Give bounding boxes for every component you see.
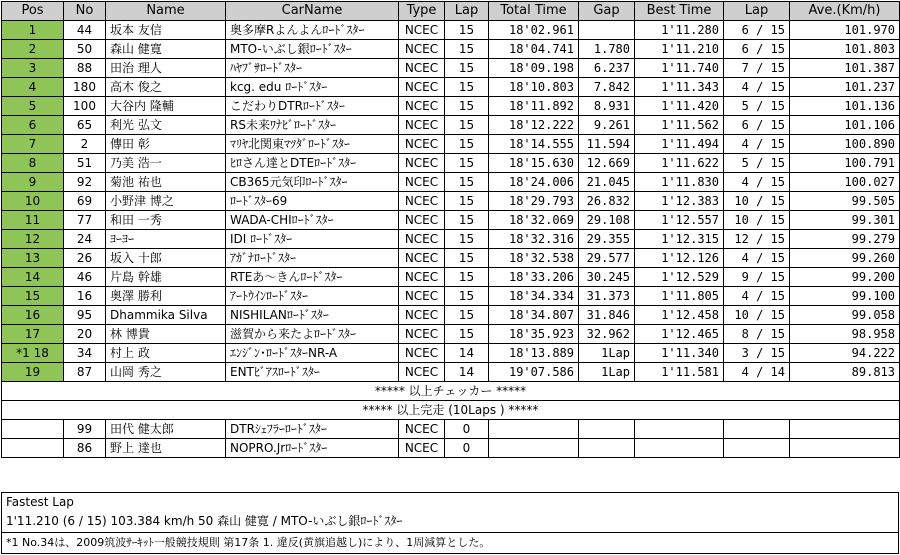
best-time-cell [635,420,724,439]
best-lap-cell: 6 / 15 [724,40,790,59]
table-row [2,287,900,306]
lap-count-cell: 0 [445,439,489,458]
type-cell: NCEC [399,344,445,363]
driver-name-cell: 田代 健太郎 [106,420,226,439]
driver-name-cell: 小野津 博之 [106,192,226,211]
pos-cell: 7 [2,135,64,154]
car-name-cell: こだわりDTRﾛｰﾄﾞｽﾀｰ [226,97,399,116]
best-lap-cell: 5 / 15 [724,97,790,116]
average-speed-cell [790,439,900,458]
best-lap-cell: 5 / 15 [724,154,790,173]
gap-cell: 1.780 [579,40,635,59]
best-lap-cell: 6 / 15 [724,21,790,40]
total-time-cell: 18'34.807 [489,306,579,325]
car-name-cell: ENTﾋﾞｱｽﾛｰﾄﾞｽﾀｰ [226,363,399,382]
gap-cell: 31.373 [579,287,635,306]
type-cell: NCEC [399,420,445,439]
type-cell: NCEC [399,363,445,382]
total-time-cell: 18'32.538 [489,249,579,268]
pos-cell: 19 [2,363,64,382]
average-speed-cell: 99.058 [790,306,900,325]
type-cell: NCEC [399,192,445,211]
driver-name-cell: 大谷内 隆輔 [106,97,226,116]
pos-cell: 6 [2,116,64,135]
best-lap-cell: 12 / 15 [724,230,790,249]
best-lap-cell: 3 / 15 [724,344,790,363]
average-speed-cell: 101.237 [790,78,900,97]
pos-cell: 16 [2,306,64,325]
table-row [2,439,900,458]
average-speed-cell: 98.958 [790,325,900,344]
gap-cell [579,21,635,40]
total-time-cell: 18'13.889 [489,344,579,363]
driver-name-cell: 利光 弘文 [106,116,226,135]
driver-name-cell: 奥澤 勝利 [106,287,226,306]
gap-cell: 29.577 [579,249,635,268]
car-number-cell: 50 [64,40,106,59]
car-number-cell: 65 [64,116,106,135]
gap-cell: 7.842 [579,78,635,97]
best-time-cell: 1'11.343 [635,78,724,97]
driver-name-cell: 田治 理人 [106,59,226,78]
gap-cell: 31.846 [579,306,635,325]
average-speed-cell [790,420,900,439]
best-lap-cell: 10 / 15 [724,192,790,211]
best-time-cell: 1'12.557 [635,211,724,230]
type-cell: NCEC [399,439,445,458]
average-speed-cell: 101.387 [790,59,900,78]
car-name-cell: ﾛｰﾄﾞｽﾀｰ69 [226,192,399,211]
gap-cell: 29.108 [579,211,635,230]
car-number-cell: 20 [64,325,106,344]
lap-count-cell: 15 [445,135,489,154]
lap-count-cell: 15 [445,116,489,135]
total-time-cell: 18'24.006 [489,173,579,192]
average-speed-cell: 100.027 [790,173,900,192]
pos-cell: 12 [2,230,64,249]
driver-name-cell: 山岡 秀之 [106,363,226,382]
best-lap-cell: 7 / 15 [724,59,790,78]
gap-cell: 6.237 [579,59,635,78]
car-name-cell: ﾏﾘﾔ北関東ﾏﾂﾀﾞﾛｰﾄﾞｽﾀｰ [226,135,399,154]
best-lap-cell: 4 / 15 [724,287,790,306]
lap-count-cell: 0 [445,420,489,439]
best-lap-cell: 6 / 15 [724,116,790,135]
car-name-cell: ｱｰﾄｳｲﾝﾛｰﾄﾞｽﾀｰ [226,287,399,306]
type-cell: NCEC [399,97,445,116]
car-name-cell: ｴﾝｼﾞﾝ･ﾛｰﾄﾞｽﾀｰNR-A [226,344,399,363]
table-row [2,116,900,135]
car-number-cell: 86 [64,439,106,458]
average-speed-cell: 100.791 [790,154,900,173]
best-lap-cell: 10 / 15 [724,211,790,230]
car-number-cell: 46 [64,268,106,287]
driver-name-cell: 高木 俊之 [106,78,226,97]
results-table [1,1,900,458]
lap-count-cell: 14 [445,344,489,363]
checker-row [2,382,900,401]
car-name-cell: IDI ﾛｰﾄﾞｽﾀｰ [226,230,399,249]
average-speed-cell: 101.136 [790,97,900,116]
table-row [2,154,900,173]
best-lap-cell: 8 / 15 [724,325,790,344]
lap-count-cell: 15 [445,21,489,40]
pos-cell: 11 [2,211,64,230]
car-number-cell: 24 [64,230,106,249]
table-row [2,40,900,59]
total-time-cell: 18'11.892 [489,97,579,116]
driver-name-cell: 菊池 祐也 [106,173,226,192]
car-number-cell: 88 [64,59,106,78]
gap-cell: 1Lap [579,344,635,363]
gap-cell: 12.669 [579,154,635,173]
driver-name-cell: ﾖｰﾖｰ [106,230,226,249]
average-speed-cell: 94.222 [790,344,900,363]
total-time-cell [489,439,579,458]
best-time-cell: 1'11.494 [635,135,724,154]
pos-cell: *1 18 [2,344,64,363]
car-number-cell: 180 [64,78,106,97]
driver-name-cell: 村上 政 [106,344,226,363]
type-cell: NCEC [399,40,445,59]
table-row [2,211,900,230]
type-cell: NCEC [399,59,445,78]
pos-cell: 5 [2,97,64,116]
header-average-speed: Ave.(Km/h) [790,2,900,21]
average-speed-cell: 99.260 [790,249,900,268]
best-time-cell: 1'11.280 [635,21,724,40]
average-speed-cell: 89.813 [790,363,900,382]
best-time-cell: 1'12.126 [635,249,724,268]
total-time-cell: 18'02.961 [489,21,579,40]
best-lap-cell: 9 / 15 [724,268,790,287]
best-lap-cell: 4 / 15 [724,249,790,268]
lap-count-cell: 15 [445,192,489,211]
average-speed-cell: 100.890 [790,135,900,154]
header-name: Name [106,2,226,21]
fastest-lap-title: Fastest Lap [1,492,899,512]
car-number-cell: 95 [64,306,106,325]
total-time-cell [489,420,579,439]
best-time-cell: 1'12.383 [635,192,724,211]
average-speed-cell: 101.803 [790,40,900,59]
total-time-cell: 18'34.334 [489,287,579,306]
best-lap-cell: 4 / 15 [724,135,790,154]
table-row [2,344,900,363]
average-speed-cell: 99.505 [790,192,900,211]
pos-cell: 13 [2,249,64,268]
lap-count-cell: 15 [445,325,489,344]
pos-cell: 17 [2,325,64,344]
gap-cell: 29.355 [579,230,635,249]
lap-count-cell: 15 [445,97,489,116]
gap-cell: 11.594 [579,135,635,154]
header-lap: Lap [445,2,489,21]
best-time-cell: 1'11.210 [635,40,724,59]
average-speed-cell: 99.301 [790,211,900,230]
driver-name-cell: 坂入 十郎 [106,249,226,268]
pos-cell: 15 [2,287,64,306]
lap-count-cell: 15 [445,154,489,173]
average-speed-cell: 99.279 [790,230,900,249]
car-name-cell: RTEあ～きんﾛｰﾄﾞｽﾀｰ [226,268,399,287]
checker-line: ***** 以上チェッカー ***** [2,382,900,401]
table-row [2,306,900,325]
type-cell: NCEC [399,249,445,268]
car-number-cell: 77 [64,211,106,230]
best-time-cell: 1'11.340 [635,344,724,363]
best-time-cell [635,439,724,458]
table-row [2,59,900,78]
total-time-cell: 18'35.923 [489,325,579,344]
gap-cell [579,439,635,458]
total-time-cell: 18'29.793 [489,192,579,211]
gap-cell: 32.962 [579,325,635,344]
pos-cell: 2 [2,40,64,59]
driver-name-cell: 野上 達也 [106,439,226,458]
pos-cell: 4 [2,78,64,97]
driver-name-cell: Dhammika Silva [106,306,226,325]
car-name-cell: ﾊﾔﾌﾞｻﾛｰﾄﾞｽﾀｰ [226,59,399,78]
lap-count-cell: 15 [445,230,489,249]
gap-cell: 21.045 [579,173,635,192]
car-name-cell: 奥多摩Rよんよんﾛｰﾄﾞｽﾀｰ [226,21,399,40]
total-time-cell: 19'07.586 [489,363,579,382]
table-row [2,249,900,268]
best-lap-cell: 4 / 15 [724,78,790,97]
best-lap-cell [724,420,790,439]
header-pos: Pos [2,2,64,21]
table-row [2,192,900,211]
type-cell: NCEC [399,306,445,325]
best-time-cell: 1'11.562 [635,116,724,135]
table-row [2,420,900,439]
car-name-cell: DTRｼｪﾌﾗｰﾛｰﾄﾞｽﾀｰ [226,420,399,439]
gap-cell: 9.261 [579,116,635,135]
total-time-cell: 18'09.198 [489,59,579,78]
car-number-cell: 99 [64,420,106,439]
penalty-note: *1 No.34は、2009筑波ｻｰｷｯﾄ一般競技規則 第17条 1. 違反(黄旗追越し)により、1周減算とした。 [1,532,899,554]
header-gap: Gap [579,2,635,21]
header-carname: CarName [226,2,399,21]
header-best-time: Best Time [635,2,724,21]
non-finisher-body [2,420,900,458]
table-row [2,135,900,154]
average-speed-cell: 101.106 [790,116,900,135]
total-time-cell: 18'32.069 [489,211,579,230]
gap-cell: 30.245 [579,268,635,287]
header-row [2,2,900,21]
driver-name-cell: 片島 幹雄 [106,268,226,287]
pos-cell: 10 [2,192,64,211]
table-row [2,325,900,344]
car-name-cell: NISHILANﾛｰﾄﾞｽﾀｰ [226,306,399,325]
best-time-cell: 1'11.805 [635,287,724,306]
total-time-cell: 18'12.222 [489,116,579,135]
lap-count-cell: 15 [445,306,489,325]
best-time-cell: 1'11.622 [635,154,724,173]
driver-name-cell: 林 博貴 [106,325,226,344]
car-number-cell: 2 [64,135,106,154]
type-cell: NCEC [399,21,445,40]
driver-name-cell: 乃美 浩一 [106,154,226,173]
type-cell: NCEC [399,173,445,192]
type-cell: NCEC [399,211,445,230]
type-cell: NCEC [399,116,445,135]
total-time-cell: 18'04.741 [489,40,579,59]
car-name-cell: ﾋﾛさん達とDTEﾛｰﾄﾞｽﾀｰ [226,154,399,173]
lap-count-cell: 15 [445,78,489,97]
best-time-cell: 1'11.830 [635,173,724,192]
gap-cell: 26.832 [579,192,635,211]
table-row [2,268,900,287]
total-time-cell: 18'32.316 [489,230,579,249]
type-cell: NCEC [399,230,445,249]
driver-name-cell: 坂本 友信 [106,21,226,40]
car-name-cell: ｱｶﾞﾅﾛｰﾄﾞｽﾀｰ [226,249,399,268]
car-number-cell: 34 [64,344,106,363]
average-speed-cell: 101.970 [790,21,900,40]
driver-name-cell: 傳田 彰 [106,135,226,154]
pos-cell-empty [2,439,64,458]
car-number-cell: 100 [64,97,106,116]
lap-count-cell: 15 [445,40,489,59]
driver-name-cell: 森山 健寛 [106,40,226,59]
header-no: No [64,2,106,21]
header-type: Type [399,2,445,21]
type-cell: NCEC [399,154,445,173]
total-time-cell: 18'15.630 [489,154,579,173]
pos-cell: 14 [2,268,64,287]
gap-cell: 8.931 [579,97,635,116]
pos-cell: 8 [2,154,64,173]
finish-row [2,401,900,420]
lap-count-cell: 15 [445,173,489,192]
car-name-cell: CB365元気印ﾛｰﾄﾞｽﾀｰ [226,173,399,192]
type-cell: NCEC [399,325,445,344]
car-name-cell: WADA-CHIﾛｰﾄﾞｽﾀｰ [226,211,399,230]
type-cell: NCEC [399,135,445,154]
car-name-cell: MTO-いぶし銀ﾛｰﾄﾞｽﾀｰ [226,40,399,59]
car-number-cell: 51 [64,154,106,173]
pos-cell-empty [2,420,64,439]
table-row [2,21,900,40]
car-number-cell: 16 [64,287,106,306]
fastest-lap-text: 1'11.210 (6 / 15) 103.384 km/h 50 森山 健寛 / MTO-いぶし銀ﾛｰﾄﾞｽﾀｰ [1,512,899,532]
best-time-cell: 1'11.740 [635,59,724,78]
lap-count-cell: 14 [445,363,489,382]
best-time-cell: 1'12.458 [635,306,724,325]
average-speed-cell: 99.200 [790,268,900,287]
car-number-cell: 44 [64,21,106,40]
best-lap-cell: 4 / 15 [724,173,790,192]
lap-count-cell: 15 [445,287,489,306]
total-time-cell: 18'10.803 [489,78,579,97]
car-number-cell: 92 [64,173,106,192]
car-name-cell: RS未来ﾜﾅﾋﾞﾛｰﾄﾞｽﾀｰ [226,116,399,135]
results-body [2,21,900,382]
best-lap-cell: 4 / 14 [724,363,790,382]
best-time-cell: 1'12.465 [635,325,724,344]
pos-cell: 1 [2,21,64,40]
gap-cell [579,420,635,439]
car-number-cell: 69 [64,192,106,211]
pos-cell: 9 [2,173,64,192]
best-time-cell: 1'12.315 [635,230,724,249]
lap-count-cell: 15 [445,268,489,287]
total-time-cell: 18'33.206 [489,268,579,287]
best-lap-cell: 10 / 15 [724,306,790,325]
total-time-cell: 18'14.555 [489,135,579,154]
best-time-cell: 1'12.529 [635,268,724,287]
average-speed-cell: 99.100 [790,287,900,306]
car-number-cell: 87 [64,363,106,382]
status-lines [2,382,900,420]
table-row [2,173,900,192]
table-row [2,363,900,382]
header-total-time: Total Time [489,2,579,21]
car-name-cell: NOPRO.Jrﾛｰﾄﾞｽﾀｰ [226,439,399,458]
table-row [2,230,900,249]
type-cell: NCEC [399,268,445,287]
car-name-cell: kcg. edu ﾛｰﾄﾞｽﾀｰ [226,78,399,97]
pos-cell: 3 [2,59,64,78]
best-time-cell: 1'11.581 [635,363,724,382]
best-time-cell: 1'11.420 [635,97,724,116]
type-cell: NCEC [399,78,445,97]
header-best-lap: Lap [724,2,790,21]
table-row [2,78,900,97]
car-number-cell: 26 [64,249,106,268]
gap-cell: 1Lap [579,363,635,382]
lap-count-cell: 15 [445,211,489,230]
lap-count-cell: 15 [445,59,489,78]
lap-count-cell: 15 [445,249,489,268]
best-lap-cell [724,439,790,458]
finish-line: ***** 以上完走 (10Laps ) ***** [2,401,900,420]
type-cell: NCEC [399,287,445,306]
driver-name-cell: 和田 一秀 [106,211,226,230]
car-name-cell: 滋賀から来たよﾛｰﾄﾞｽﾀｰ [226,325,399,344]
table-row [2,97,900,116]
